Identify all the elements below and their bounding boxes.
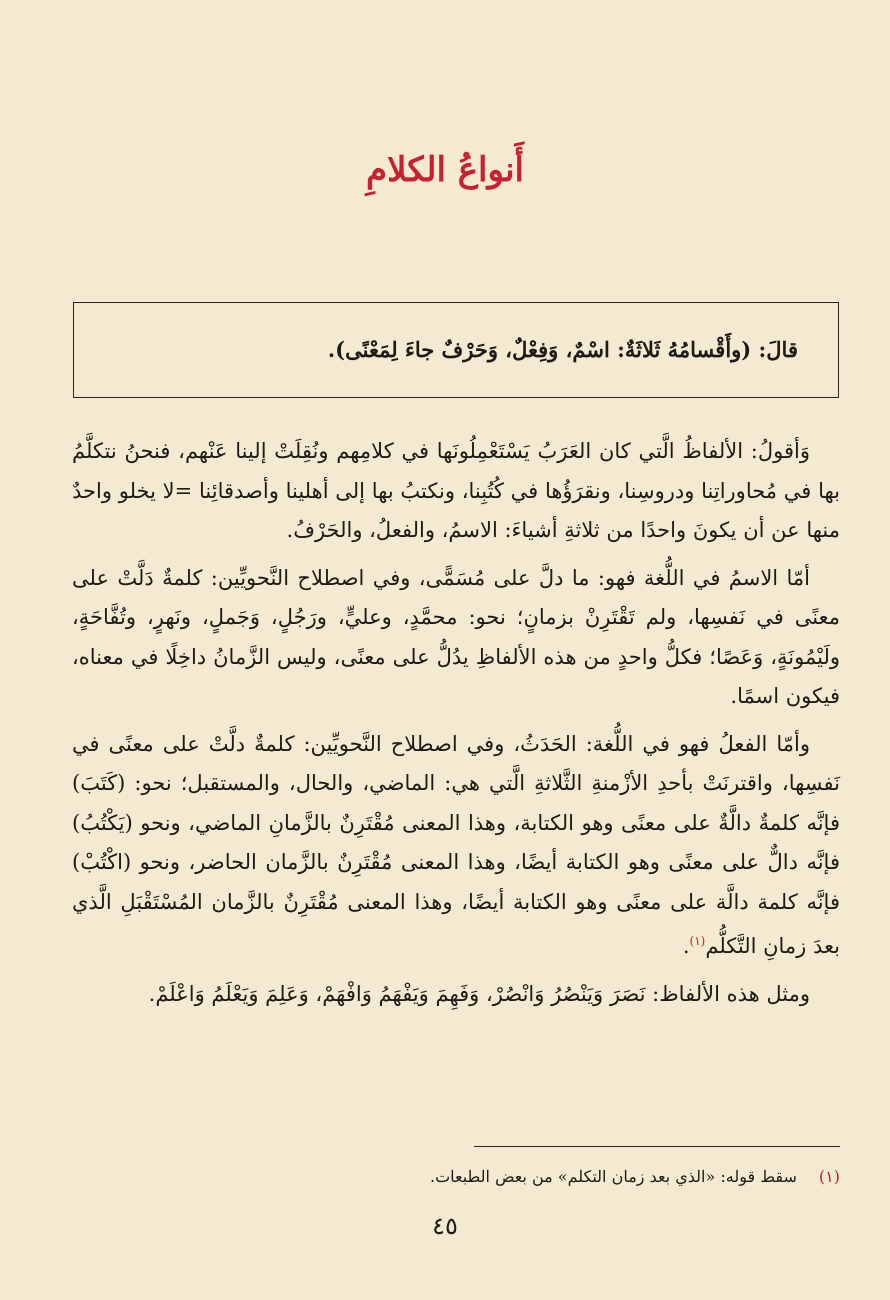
paragraph-3: وأمّا الفعلُ فهو في اللُّغة: الحَدَثُ، وفي اصطلاح النَّحويِّين: كلمةٌ دلَّتْ على معنًى في نَفسِها، واقترنَتْ بأحدِ الأزْمنةِ الثَّلاثةِ الَّتي هي: الماضي، والحال، والمستقبل؛ نحو: (كَتَبَ) فإنَّه كلمةٌ دالَّةٌ على معنًى وهو الكتابة، وهذا المعنى مُقْتَرِنٌ بالزَّمانِ الماضي، ونحو (يَكْتُبُ) فإنَّه دالٌّ على معنًى وهو الكتابة أيضًا، وهذا المعنى مُقْتَرِنٌ بالزَّمان الحاضر، ونحو (اكْتُبْ) فإنَّه كلمة دالَّة على معنًى وهو الكتابة أيضًا، وهذا المعنى مُقْتَرِنٌ بالزَّمان المُسْتَقْبَلِ الَّذي بعدَ زمانِ التَّكلُّم$^{(١)}$. [72,731,840,958]
paragraph-1: وَأقولُ: الألفاظُ الَّتي كان العَرَبُ يَسْتَعْمِلُونَها في كلامِهم ونُقِلَتْ إلينا عَنْهم، فنحنُ نتكلَّمُ بها في مُحاوراتِنا ودروسِنا، ونقرَؤُها في كُتُبِنا، ونكتبُ بها إلى أهلينا وأصدقائِنا =لا يخلو واحدٌ منها عن أن يكونَ واحدًا من ثلاثةِ أشياءَ: الاسمُ، والفعلُ، والحَرْفُ. [72,439,840,542]
quoted-text: قالَ: (وأَقْسامُهُ ثَلاثَةٌ: اسْمٌ، وَفِعْلٌ، وَحَرْفٌ جاءَ لِمَعْنًى). [327,337,798,362]
paragraph-2: أمّا الاسمُ في اللُّغة فهو: ما دلَّ على مُسَمًّى، وفي اصطلاح النَّحويِّين: كلمةٌ دَلَّتْ على معنًى في نَفسِها، ولم تَقْتَرِنْ بزمانٍ؛ نحو: محمَّدٍ، وعليٍّ، ورَجُلٍ، وَجَملٍ، ونَهرٍ، وتُفَّاحَةٍ، ولَيْمُونَةٍ، وَعَصًا؛ فكلُّ واحدٍ من هذه الألفاظِ يدُلُّ على معنًى، وليس الزَّمانُ داخِلًا في معناه، فيكون اسمًا. [72,565,840,708]
chapter-title: أَنواعُ الكلامِ [366,150,524,190]
body-text [72,432,840,1022]
footnote-divider [474,1146,840,1147]
footnote-text: سقط قوله: «الذي بعد زمان التكلم» من بعض الطبعات. [429,1167,797,1186]
page-number: ٤٥ [432,1212,458,1240]
footnote-reference[interactable]: (١) [689,934,706,948]
quoted-text-box [73,302,839,398]
paragraph-4: ومثل هذه الألفاظ: نَصَرَ وَيَنْصُرُ وَانْصُرْ، وَفَهِمَ وَيَفْهَمُ وَافْهَمْ، وَعَلِمَ وَيَعْلَمُ وَاعْلَمْ. [148,981,810,1006]
footnote-number: (١) [818,1167,840,1186]
footnote [60,1165,840,1189]
